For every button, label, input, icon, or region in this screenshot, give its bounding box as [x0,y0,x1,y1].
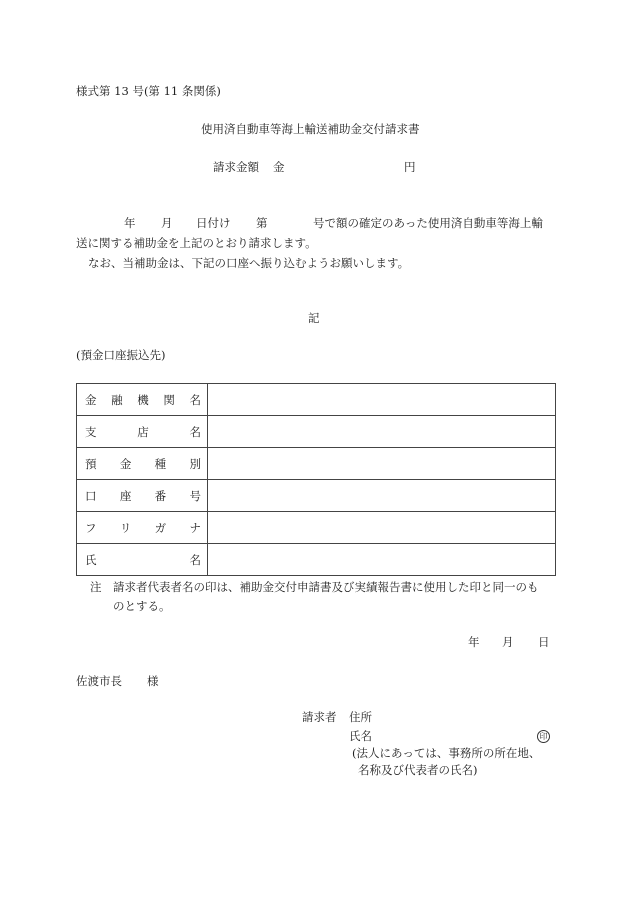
amount-unit: 円 [404,160,416,174]
label-char: 種 [154,456,167,471]
note-mark: 注 [90,580,102,594]
label-char: 号 [189,488,201,503]
label-char: 名 [189,552,201,567]
label-char: 別 [189,456,201,471]
date-day: 日 [538,635,550,649]
table-row [77,512,556,544]
label-char: ナ [189,520,201,535]
document-title: 使用済自動車等海上輸送補助金交付請求書 [201,122,420,136]
label-char: 融 [111,392,123,407]
account-holder-field[interactable] [208,544,556,576]
note-line2: のとする。 [113,599,171,613]
label-char: フ [85,520,97,535]
label-char: 金 [119,456,132,471]
row-label-furigana [77,512,208,544]
body-line1-rest: 号で額の確定のあった使用済自動車等海上輸 [313,216,543,230]
row-label-branch-name [77,416,208,448]
account-caption: (預金口座振込先) [76,348,166,362]
amount-label: 請求金額 [213,160,259,174]
label-char: 金 [85,392,97,407]
row-label-bank-name [77,384,208,416]
body-dated: 日付け [196,216,231,230]
table-row [77,448,556,480]
label-char: 口 [85,488,97,503]
date-month: 月 [502,635,514,649]
note-line1: 請求者代表者名の印は、補助金交付申請書及び実績報告書に使用した印と同一のも [113,580,539,594]
label-char: 支 [85,424,97,439]
form-number: 様式第 13 号(第 11 条関係) [76,84,221,98]
branch-name-field[interactable] [208,416,556,448]
row-label-account-number [77,480,208,512]
row-label-account-type [77,448,208,480]
body-line2: 送に関する補助金を上記のとおり請求します。 [76,236,317,250]
seal-mark: 印 [537,730,550,743]
addressee-honorific: 様 [147,674,159,688]
corp-note-line2: 名称及び代表者の氏名) [358,763,478,777]
bank-account-table [76,383,556,576]
label-char: 番 [154,488,167,503]
table-row [77,384,556,416]
table-row [77,480,556,512]
addressee-name: 佐渡市長 [76,674,122,688]
label-char: 関 [163,392,175,407]
table-row [77,544,556,576]
label-char: 名 [189,424,201,439]
label-char: 預 [85,456,97,471]
ki-heading: 記 [308,311,320,325]
claimant-name-label: 氏名 [349,729,372,743]
label-char: 名 [189,392,201,407]
body-number-prefix: 第 [256,216,268,230]
furigana-field[interactable] [208,512,556,544]
row-label-account-holder [77,544,208,576]
claimant-address-label: 住所 [349,710,372,724]
account-number-field[interactable] [208,480,556,512]
bank-name-field[interactable] [208,384,556,416]
label-char: 氏 [85,552,97,567]
body-line3: なお、当補助金は、下記の口座へ振り込むようお願いします。 [88,256,410,270]
date-year: 年 [468,635,480,649]
body-month: 月 [161,216,173,230]
label-char: 機 [137,392,149,407]
corp-note-line1: (法人にあっては、事務所の所在地、 [352,746,541,760]
body-year: 年 [124,216,136,230]
seal-icon [537,730,550,743]
amount-currency-prefix: 金 [273,160,285,174]
label-char: リ [119,520,132,535]
table-row [77,416,556,448]
account-type-field[interactable] [208,448,556,480]
claimant-label: 請求者 [302,710,337,724]
label-char: 座 [119,488,132,503]
label-char: ガ [154,520,167,535]
label-char: 店 [137,424,149,439]
